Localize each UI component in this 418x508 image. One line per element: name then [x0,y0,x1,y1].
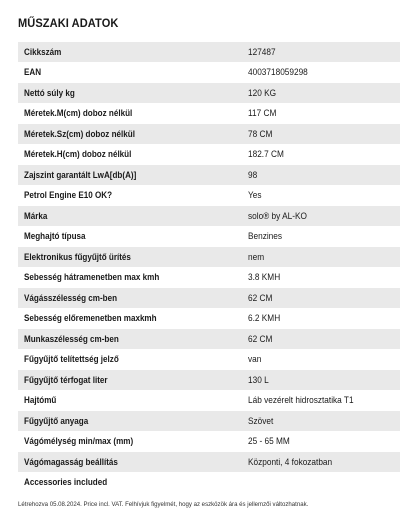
spec-value: 182.7 CM [248,149,284,160]
spec-label-cell [18,452,238,473]
spec-value-cell [238,62,400,83]
spec-value-cell [238,370,400,391]
spec-value-cell [238,185,400,206]
spec-row [18,103,400,124]
spec-value-cell [238,124,400,145]
spec-value: 117 CM [248,108,277,119]
spec-label: Méretek.H(cm) doboz nélkül [24,149,132,160]
spec-label-cell [18,62,238,83]
spec-row [18,247,400,268]
spec-value-cell [238,83,400,104]
spec-table-body [18,42,400,493]
spec-label: Nettó súly kg [24,87,75,98]
spec-label: Zajszint garantált LwA[db(A)] [24,169,137,180]
spec-row [18,452,400,473]
spec-label-cell [18,431,238,452]
spec-value-cell [238,431,400,452]
spec-row [18,185,400,206]
spec-label-cell [18,370,238,391]
spec-label: Fűgyűjtő anyaga [24,415,89,426]
spec-row [18,308,400,329]
spec-label: Sebesség előremenetben maxkmh [24,313,157,324]
spec-row [18,390,400,411]
spec-row [18,144,400,165]
spec-label-cell [18,103,238,124]
spec-label-cell [18,308,238,329]
spec-value-cell [238,206,400,227]
spec-label: Hajtómű [24,395,57,406]
spec-value-cell [238,308,400,329]
spec-value: Láb vezérelt hidrosztatika T1 [248,395,354,406]
spec-row [18,349,400,370]
spec-label: Elektronikus fűgyűjtő ürítés [24,251,131,262]
spec-value: 6.2 KMH [248,313,281,324]
spec-value-cell [238,472,400,493]
spec-label-cell [18,472,238,493]
spec-label-cell [18,42,238,62]
spec-value: 62 CM [248,333,273,344]
spec-value: 4003718059298 [248,67,308,78]
spec-label-cell [18,206,238,227]
spec-label-cell [18,267,238,288]
spec-label: Petrol Engine E10 OK? [24,190,113,201]
spec-value-cell [238,144,400,165]
spec-value: nem [248,251,265,262]
spec-label: Méretek.M(cm) doboz nélkül [24,108,133,119]
spec-value: Szövet [248,415,274,426]
spec-label: Fűgyűjtő telítettség jelző [24,354,119,365]
spec-row [18,165,400,186]
spec-value-cell [238,349,400,370]
spec-label-cell [18,165,238,186]
spec-row [18,472,400,493]
spec-value-cell [238,267,400,288]
spec-table [18,42,400,493]
spec-label-cell [18,411,238,432]
spec-label-cell [18,349,238,370]
spec-value-cell [238,390,400,411]
spec-value-cell [238,165,400,186]
spec-value: van [248,354,262,365]
spec-value: 62 CM [248,292,273,303]
page-title: MŰSZAKI ADATOK [18,16,119,30]
spec-value: Központi, 4 fokozatban [248,456,333,467]
spec-label: Sebesség hátramenetben max kmh [24,272,160,283]
spec-value-cell [238,329,400,350]
spec-value-cell [238,42,400,62]
spec-label: Munkaszélesség cm-ben [24,333,119,344]
spec-row [18,62,400,83]
spec-value-cell [238,247,400,268]
spec-value: 127487 [248,46,276,57]
spec-label-cell [18,247,238,268]
spec-value: solo® by AL-KO [248,210,307,221]
spec-label: EAN [24,67,42,78]
spec-row [18,83,400,104]
spec-row [18,42,400,62]
spec-value-cell [238,103,400,124]
spec-label: Vágómélység min/max (mm) [24,436,134,447]
spec-row [18,370,400,391]
spec-value-cell [238,226,400,247]
spec-row [18,329,400,350]
spec-label-cell [18,390,238,411]
spec-row [18,206,400,227]
spec-label: Fűgyűjtő térfogat liter [24,374,108,385]
spec-label: Accessories included [24,477,108,488]
spec-label: Márka [24,210,48,221]
spec-label: Vágásszélesség cm-ben [24,292,118,303]
spec-label-cell [18,185,238,206]
footer-note: Létrehozva 05.08.2024. Price incl. VAT. Felhívjuk figyelmét, hogy az eszközök ára és jellemzői változhatnak. [18,501,309,508]
spec-label-cell [18,144,238,165]
spec-label: Cikkszám [24,46,62,57]
spec-row [18,124,400,145]
spec-value: Benzines [248,231,283,242]
spec-label-cell [18,83,238,104]
spec-label: Meghajtó típusa [24,231,86,242]
spec-sheet [18,14,400,508]
spec-row [18,411,400,432]
spec-label-cell [18,124,238,145]
spec-value-cell [238,288,400,309]
spec-value: 130 L [248,374,269,385]
spec-label: Vágómagasság beállítás [24,456,118,467]
spec-label: Méretek.Sz(cm) doboz nélkül [24,128,135,139]
spec-value: 98 [248,169,258,180]
spec-label-cell [18,288,238,309]
spec-value: 78 CM [248,128,273,139]
spec-row [18,267,400,288]
spec-value: 120 KG [248,87,277,98]
spec-value-cell [238,452,400,473]
spec-value: 25 - 65 MM [248,436,290,447]
spec-value-cell [238,411,400,432]
spec-label-cell [18,226,238,247]
spec-label-cell [18,329,238,350]
spec-row [18,226,400,247]
spec-row [18,431,400,452]
spec-value: Yes [248,190,262,201]
spec-value: 3.8 KMH [248,272,281,283]
spec-row [18,288,400,309]
